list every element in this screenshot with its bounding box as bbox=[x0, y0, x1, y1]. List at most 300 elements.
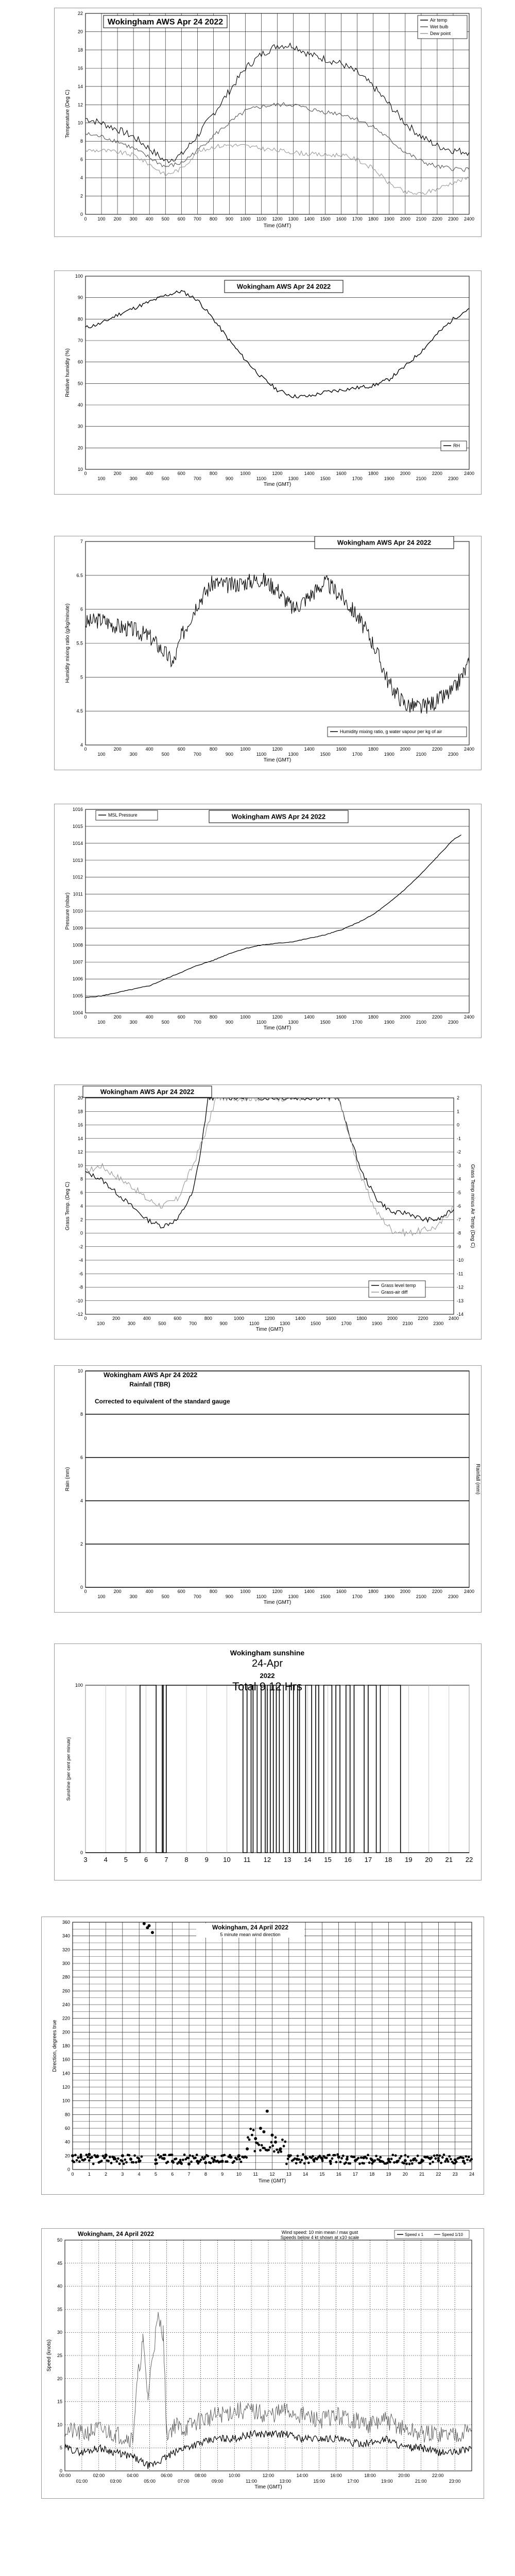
wind-direction-point bbox=[115, 2160, 118, 2163]
wind-direction-chart bbox=[42, 1917, 483, 2194]
x-tick-label: 200 bbox=[113, 747, 122, 752]
wind-direction-point bbox=[455, 2161, 458, 2163]
x-axis-label: Time (GMT) bbox=[263, 223, 291, 229]
x-tick-label: 1800 bbox=[368, 1014, 379, 1020]
chart-subtitle: Wind speed: 10 min mean / max gust bbox=[281, 2230, 358, 2235]
x-tick-label: 2100 bbox=[416, 476, 426, 481]
y-tick-label: 280 bbox=[62, 1974, 70, 1980]
wind-direction-point bbox=[236, 2158, 238, 2161]
x-tick-label: 6 bbox=[144, 1856, 148, 1863]
wind-direction-point bbox=[378, 2159, 381, 2161]
x-tick-label: 1400 bbox=[304, 747, 315, 752]
rainfall-chart-panel bbox=[54, 1365, 482, 1613]
wind-direction-point bbox=[73, 2161, 75, 2163]
y-right-tick-label: -13 bbox=[457, 1298, 464, 1303]
wind-direction-point bbox=[77, 2157, 79, 2159]
x-tick-label: 1600 bbox=[336, 216, 347, 222]
y-tick-label: 10 bbox=[57, 2422, 62, 2428]
x-tick-label: 11 bbox=[243, 1856, 251, 1863]
wind-direction-point bbox=[79, 2156, 82, 2159]
x-tick-label: 19 bbox=[386, 2172, 391, 2177]
y-tick-label: 14 bbox=[77, 83, 83, 89]
x-tick-label: 11 bbox=[253, 2172, 258, 2177]
x-tick-label: 100 bbox=[97, 216, 106, 222]
wind-direction-point bbox=[368, 2161, 371, 2164]
y-tick-label: 1007 bbox=[72, 959, 83, 965]
wind-direction-point bbox=[429, 2162, 432, 2165]
x-tick-label: 500 bbox=[161, 752, 169, 757]
x-tick-label: 0 bbox=[84, 747, 87, 752]
x-tick-label: 21:00 bbox=[415, 2479, 427, 2484]
wind-direction-point bbox=[114, 2158, 117, 2160]
x-tick-label: 2300 bbox=[448, 476, 458, 481]
rainfall-chart bbox=[55, 1366, 480, 1612]
x-tick-label: 1100 bbox=[249, 1321, 260, 1326]
wind-direction-point bbox=[394, 2155, 397, 2157]
y-axis-label: Humidity mixing ratio (g/kg/minute) bbox=[65, 603, 71, 683]
x-tick-label: 900 bbox=[225, 1020, 233, 1025]
wind-direction-point bbox=[223, 2154, 226, 2157]
wind-direction-point bbox=[301, 2159, 303, 2161]
x-tick-label: 1700 bbox=[352, 1594, 363, 1599]
x-tick-label: 900 bbox=[219, 1321, 228, 1326]
x-tick-label: 0 bbox=[71, 2172, 74, 2177]
x-tick-label: 400 bbox=[145, 216, 153, 222]
x-tick-label: 900 bbox=[225, 476, 233, 481]
chart-total: Total 9.12 Hrs bbox=[232, 1680, 302, 1693]
legend-label: Grass level temp bbox=[381, 1283, 416, 1288]
wind-direction-point bbox=[432, 2161, 434, 2163]
x-tick-label: 2400 bbox=[464, 1589, 475, 1594]
wind-direction-point bbox=[148, 1924, 151, 1927]
x-tick-label: 1900 bbox=[384, 216, 394, 222]
wind-speed-chart bbox=[42, 2229, 483, 2498]
x-tick-label: 1300 bbox=[280, 1321, 290, 1326]
wind-direction-point bbox=[303, 2162, 306, 2165]
x-tick-label: 1100 bbox=[256, 216, 267, 222]
wind-speed-chart-panel bbox=[41, 2228, 484, 2499]
wind-direction-point bbox=[366, 2157, 368, 2160]
y-right-tick-label: -1 bbox=[457, 1136, 461, 1141]
wind-direction-point bbox=[415, 2159, 418, 2162]
wind-direction-point bbox=[71, 2154, 74, 2157]
y-axis-label: Pressure (mbar) bbox=[65, 892, 71, 930]
mixing-ratio-chart-panel bbox=[54, 536, 482, 770]
wind-direction-point bbox=[110, 2162, 113, 2164]
x-tick-label: 600 bbox=[177, 1014, 185, 1020]
y-tick-label: 2 bbox=[80, 1541, 83, 1547]
x-tick-label: 400 bbox=[143, 1316, 151, 1321]
y-right-tick-label: 2 bbox=[457, 1095, 460, 1100]
x-tick-label: 15:00 bbox=[313, 2479, 325, 2484]
y-axis-label: Sunshine (per cent per minute) bbox=[66, 1737, 71, 1801]
x-tick-label: 2400 bbox=[464, 747, 475, 752]
x-tick-label: 300 bbox=[129, 476, 138, 481]
wind-direction-point bbox=[91, 2156, 93, 2159]
x-tick-label: 16 bbox=[336, 2172, 341, 2177]
y-right-tick-label: -6 bbox=[457, 1204, 461, 1209]
y-tick-label: 8 bbox=[80, 1176, 83, 1182]
x-tick-label: 100 bbox=[97, 752, 106, 757]
chart-date: 24-Apr bbox=[251, 1658, 283, 1669]
x-tick-label: 6 bbox=[171, 2172, 174, 2177]
x-tick-label: 9 bbox=[204, 1856, 209, 1863]
y-right-tick-label: -8 bbox=[457, 1230, 461, 1236]
x-tick-label: 1000 bbox=[240, 216, 251, 222]
x-tick-label: 500 bbox=[161, 216, 169, 222]
y-tick-label: 5 bbox=[59, 2445, 62, 2451]
wind-direction-point bbox=[407, 2156, 409, 2158]
x-tick-label: 10:00 bbox=[228, 2473, 241, 2478]
x-tick-label: 12 bbox=[269, 2172, 275, 2177]
wind-direction-point bbox=[233, 2160, 235, 2163]
wind-direction-point bbox=[436, 2154, 438, 2157]
wind-direction-point bbox=[340, 2157, 343, 2160]
x-tick-label: 1500 bbox=[320, 216, 331, 222]
wind-direction-point bbox=[283, 2145, 285, 2147]
y-tick-label: 100 bbox=[75, 274, 83, 279]
wind-direction-point bbox=[229, 2154, 231, 2157]
y-right-axis-label: Grass Temp minus Air Temp (Deg C) bbox=[470, 1164, 475, 1248]
wind-direction-point bbox=[87, 2156, 89, 2159]
wind-direction-point bbox=[143, 1922, 146, 1925]
legend-label: Speed 1/10 bbox=[442, 2232, 463, 2237]
y-tick-label: 240 bbox=[62, 2002, 70, 2007]
x-tick-label: 1200 bbox=[264, 1316, 275, 1321]
wind-direction-point bbox=[76, 2159, 78, 2162]
wind-direction-point bbox=[419, 2162, 422, 2164]
wind-direction-point bbox=[312, 2155, 314, 2158]
wind-direction-point bbox=[74, 2154, 77, 2157]
y-tick-label: 4 bbox=[80, 742, 83, 748]
wind-direction-point bbox=[259, 2149, 262, 2151]
x-tick-label: 200 bbox=[112, 1316, 121, 1321]
x-tick-label: 1500 bbox=[320, 752, 331, 757]
x-tick-label: 1500 bbox=[320, 1594, 331, 1599]
y-axis-label: Direction, degrees true bbox=[52, 2020, 58, 2072]
wind-direction-point bbox=[96, 2155, 99, 2157]
wind-direction-point bbox=[107, 2160, 110, 2162]
y-tick-label: 10 bbox=[77, 1368, 83, 1374]
y-tick-label: 10 bbox=[77, 467, 83, 472]
wind-direction-point bbox=[391, 2154, 394, 2156]
x-tick-label: 14:00 bbox=[296, 2473, 308, 2478]
wind-direction-point bbox=[188, 2155, 191, 2157]
x-tick-label: 200 bbox=[113, 1589, 122, 1594]
sunshine-chart-panel bbox=[54, 1643, 482, 1880]
wind-direction-point bbox=[437, 2157, 440, 2160]
wind-direction-point bbox=[178, 2161, 180, 2163]
wind-direction-point bbox=[306, 2157, 308, 2160]
x-tick-label: 300 bbox=[129, 1594, 138, 1599]
x-tick-label: 1800 bbox=[368, 471, 379, 476]
x-tick-label: 03:00 bbox=[110, 2479, 122, 2484]
x-tick-label: 1600 bbox=[336, 1589, 347, 1594]
x-tick-label: 2200 bbox=[418, 1316, 428, 1321]
wind-direction-point bbox=[331, 2157, 334, 2160]
wind-direction-point bbox=[128, 2154, 131, 2157]
y-tick-label: 1015 bbox=[72, 823, 83, 829]
x-tick-label: 12:00 bbox=[262, 2473, 274, 2478]
x-tick-label: 2000 bbox=[387, 1316, 398, 1321]
y-right-tick-label: -10 bbox=[457, 1258, 464, 1263]
x-tick-label: 1400 bbox=[304, 216, 315, 222]
y-right-tick-label: -2 bbox=[457, 1149, 461, 1155]
x-tick-label: 8 bbox=[184, 1856, 188, 1863]
wind-direction-point bbox=[302, 2153, 304, 2156]
y-tick-label: 20 bbox=[64, 2153, 70, 2159]
x-tick-label: 1700 bbox=[352, 752, 363, 757]
x-tick-label: 1900 bbox=[372, 1321, 383, 1326]
y-tick-label: 30 bbox=[77, 423, 83, 429]
legend-label: MSL Pressure bbox=[108, 812, 138, 818]
y-tick-label: 40 bbox=[77, 402, 83, 408]
y-tick-label: 45 bbox=[57, 2260, 62, 2266]
x-tick-label: 400 bbox=[145, 747, 153, 752]
y-right-tick-label: -3 bbox=[457, 1163, 461, 1168]
wind-direction-point bbox=[465, 2155, 468, 2158]
y-tick-label: 20 bbox=[57, 2376, 62, 2381]
y-tick-label: 1013 bbox=[72, 857, 83, 863]
wind-direction-point bbox=[441, 2156, 444, 2159]
x-axis-label: Time (GMT) bbox=[263, 757, 291, 763]
x-tick-label: 1200 bbox=[272, 471, 283, 476]
wind-direction-point bbox=[247, 2136, 249, 2139]
wind-direction-point bbox=[262, 2130, 265, 2133]
wind-direction-point bbox=[88, 2159, 91, 2162]
x-tick-label: 05:00 bbox=[144, 2479, 156, 2484]
x-tick-label: 13 bbox=[286, 2172, 291, 2177]
chart-title: Wokingham AWS Apr 24 2022 bbox=[337, 538, 432, 547]
x-tick-label: 100 bbox=[97, 1594, 106, 1599]
sunshine-chart bbox=[55, 1644, 480, 1879]
x-tick-label: 200 bbox=[113, 216, 122, 222]
wind-direction-point bbox=[123, 2163, 125, 2165]
x-tick-label: 4 bbox=[104, 1856, 108, 1863]
wind-direction-point bbox=[374, 2159, 376, 2162]
wind-direction-point bbox=[397, 2160, 400, 2162]
wind-direction-point bbox=[138, 2157, 140, 2160]
wind-direction-point bbox=[219, 2160, 221, 2163]
x-tick-label: 2400 bbox=[464, 471, 475, 476]
wind-direction-point bbox=[289, 2154, 292, 2157]
wind-direction-point bbox=[214, 2156, 216, 2158]
wind-direction-chart-panel bbox=[41, 1917, 484, 2195]
y-tick-label: 6 bbox=[80, 1455, 83, 1460]
x-tick-label: 5 bbox=[124, 1856, 128, 1863]
x-axis-label: Time (GMT) bbox=[263, 1600, 291, 1605]
x-tick-label: 2400 bbox=[464, 216, 475, 222]
y-tick-label: 80 bbox=[64, 2112, 70, 2117]
wind-direction-point bbox=[111, 2156, 114, 2158]
x-tick-label: 04:00 bbox=[127, 2473, 139, 2478]
x-tick-label: 2200 bbox=[432, 216, 442, 222]
wind-direction-point bbox=[468, 2156, 470, 2158]
grass-temperature-chart bbox=[55, 1085, 480, 1338]
wind-direction-point bbox=[182, 2159, 184, 2161]
x-tick-label: 1300 bbox=[288, 476, 299, 481]
wind-direction-point bbox=[274, 2136, 277, 2139]
chart-title: Wokingham AWS Apr 24 2022 bbox=[231, 812, 326, 821]
y-tick-label: 35 bbox=[57, 2307, 62, 2312]
x-tick-label: 1600 bbox=[336, 747, 347, 752]
wind-direction-point bbox=[141, 2156, 143, 2158]
x-tick-label: 16:00 bbox=[330, 2473, 342, 2478]
x-tick-label: 2300 bbox=[448, 216, 458, 222]
x-tick-label: 07:00 bbox=[178, 2479, 190, 2484]
x-tick-label: 2100 bbox=[416, 1020, 426, 1025]
y-tick-label: -2 bbox=[78, 1244, 83, 1249]
x-tick-label: 19:00 bbox=[381, 2479, 393, 2484]
y-tick-label: 6.5 bbox=[76, 572, 83, 578]
x-tick-label: 4 bbox=[138, 2172, 141, 2177]
y-axis-label: Rain (mm) bbox=[65, 1467, 71, 1492]
wind-direction-point bbox=[180, 2162, 183, 2165]
x-tick-label: 1000 bbox=[240, 747, 251, 752]
x-axis-label: Time (GMT) bbox=[255, 1327, 284, 1332]
x-tick-label: 1700 bbox=[352, 476, 363, 481]
y-right-tick-label: -7 bbox=[457, 1217, 461, 1223]
wind-direction-point bbox=[443, 2154, 445, 2156]
wind-direction-point bbox=[313, 2160, 316, 2163]
legend-label: Air temp bbox=[430, 18, 448, 23]
x-tick-label: 2100 bbox=[416, 1594, 426, 1599]
y-tick-label: 200 bbox=[62, 2029, 70, 2035]
wind-direction-point bbox=[204, 2161, 207, 2164]
pressure-chart bbox=[55, 804, 480, 1037]
wind-direction-point bbox=[440, 2162, 442, 2164]
x-tick-label: 0 bbox=[84, 1589, 87, 1594]
x-tick-label: 600 bbox=[177, 216, 185, 222]
x-tick-label: 1800 bbox=[368, 1589, 379, 1594]
x-tick-label: 23:00 bbox=[449, 2479, 461, 2484]
wind-direction-point bbox=[329, 2160, 332, 2163]
y-tick-label: 0 bbox=[67, 2167, 70, 2172]
x-tick-label: 700 bbox=[189, 1321, 197, 1326]
wind-direction-point bbox=[357, 2157, 359, 2160]
x-tick-label: 2 bbox=[105, 2172, 108, 2177]
y-tick-label: 20 bbox=[77, 29, 83, 35]
y-tick-label: 0 bbox=[59, 2468, 62, 2473]
wind-direction-point bbox=[259, 2127, 262, 2130]
x-tick-label: 17 bbox=[352, 2172, 358, 2177]
y-tick-label: 20 bbox=[77, 445, 83, 451]
wind-direction-point bbox=[102, 2155, 105, 2157]
chart-title: Wokingham AWS Apr 24 2022 bbox=[236, 282, 331, 291]
y-tick-label: -12 bbox=[76, 1312, 83, 1317]
wind-direction-point bbox=[390, 2158, 393, 2160]
y-right-tick-label: 0 bbox=[457, 1122, 460, 1128]
wind-direction-point bbox=[408, 2163, 411, 2165]
y-tick-label: 40 bbox=[64, 2139, 70, 2145]
y-tick-label: 14 bbox=[77, 1136, 83, 1141]
y-tick-label: 60 bbox=[64, 2126, 70, 2131]
y-tick-label: 5 bbox=[80, 674, 83, 680]
wind-direction-point bbox=[295, 2162, 298, 2164]
y-tick-label: 100 bbox=[75, 1683, 83, 1688]
y-tick-label: 12 bbox=[77, 102, 83, 108]
x-tick-label: 1500 bbox=[320, 476, 331, 481]
x-tick-label: 1000 bbox=[233, 1316, 244, 1321]
x-tick-label: 00:00 bbox=[59, 2473, 71, 2478]
x-tick-label: 600 bbox=[174, 1316, 182, 1321]
y-tick-label: 16 bbox=[77, 65, 83, 71]
x-tick-label: 02:00 bbox=[93, 2473, 105, 2478]
wind-direction-point bbox=[129, 2158, 132, 2160]
wind-direction-point bbox=[100, 2160, 103, 2162]
x-tick-label: 1800 bbox=[368, 747, 379, 752]
wind-direction-point bbox=[320, 2157, 322, 2159]
wind-direction-point bbox=[330, 2162, 332, 2165]
y-tick-label: 4.5 bbox=[76, 708, 83, 714]
y-tick-label: -6 bbox=[78, 1271, 83, 1277]
chart-title: Wokingham, 24 April 2022 bbox=[78, 2230, 154, 2238]
y-tick-label: 0 bbox=[80, 1585, 83, 1590]
legend-label: RH bbox=[453, 443, 460, 448]
y-tick-label: 4 bbox=[80, 175, 83, 181]
x-tick-label: 1100 bbox=[256, 1594, 267, 1599]
x-tick-label: 2200 bbox=[432, 471, 442, 476]
x-tick-label: 0 bbox=[84, 1316, 87, 1321]
x-tick-label: 08:00 bbox=[195, 2473, 207, 2478]
chart-title: Wokingham sunshine bbox=[230, 1649, 305, 1657]
wind-direction-point bbox=[271, 2133, 274, 2137]
wind-direction-point bbox=[427, 2157, 430, 2159]
x-tick-label: 1900 bbox=[384, 1594, 394, 1599]
wind-direction-point bbox=[345, 2161, 347, 2164]
x-tick-label: 900 bbox=[225, 1594, 233, 1599]
x-tick-label: 1 bbox=[88, 2172, 91, 2177]
wind-direction-point bbox=[132, 2161, 135, 2164]
wind-direction-point bbox=[370, 2158, 372, 2160]
wind-direction-point bbox=[445, 2158, 448, 2160]
wind-direction-point bbox=[433, 2155, 436, 2157]
wind-direction-point bbox=[248, 2139, 251, 2141]
y-tick-label: 1005 bbox=[72, 993, 83, 999]
wind-direction-point bbox=[157, 2154, 160, 2156]
wind-direction-point bbox=[298, 2158, 300, 2161]
wind-direction-point bbox=[167, 2161, 169, 2163]
x-tick-label: 1100 bbox=[256, 1020, 267, 1025]
y-tick-label: 1016 bbox=[72, 807, 83, 812]
wind-direction-point bbox=[84, 2158, 87, 2161]
x-tick-label: 300 bbox=[127, 1321, 135, 1326]
x-tick-label: 1300 bbox=[288, 752, 299, 757]
y-tick-label: 16 bbox=[77, 1122, 83, 1128]
x-tick-label: 18 bbox=[369, 2172, 375, 2177]
wind-direction-point bbox=[325, 2157, 328, 2159]
x-tick-label: 2300 bbox=[448, 1020, 458, 1025]
y-tick-label: 10 bbox=[77, 1163, 83, 1168]
x-tick-label: 1300 bbox=[288, 1020, 299, 1025]
x-tick-label: 3 bbox=[83, 1856, 88, 1863]
wind-direction-point bbox=[187, 2157, 190, 2159]
wind-direction-point bbox=[172, 2161, 175, 2164]
y-tick-label: 300 bbox=[62, 1961, 70, 1966]
x-tick-label: 1100 bbox=[256, 476, 267, 481]
x-tick-label: 400 bbox=[145, 1589, 153, 1594]
wind-direction-point bbox=[403, 2162, 405, 2165]
x-tick-label: 11:00 bbox=[246, 2479, 258, 2484]
wind-direction-point bbox=[196, 2154, 198, 2156]
x-tick-label: 17 bbox=[364, 1856, 372, 1863]
wind-direction-point bbox=[464, 2162, 466, 2165]
wind-direction-point bbox=[179, 2159, 182, 2161]
x-tick-label: 1400 bbox=[304, 1014, 315, 1020]
wind-direction-point bbox=[117, 2157, 119, 2160]
x-tick-label: 1200 bbox=[272, 216, 283, 222]
wind-direction-point bbox=[447, 2160, 450, 2163]
